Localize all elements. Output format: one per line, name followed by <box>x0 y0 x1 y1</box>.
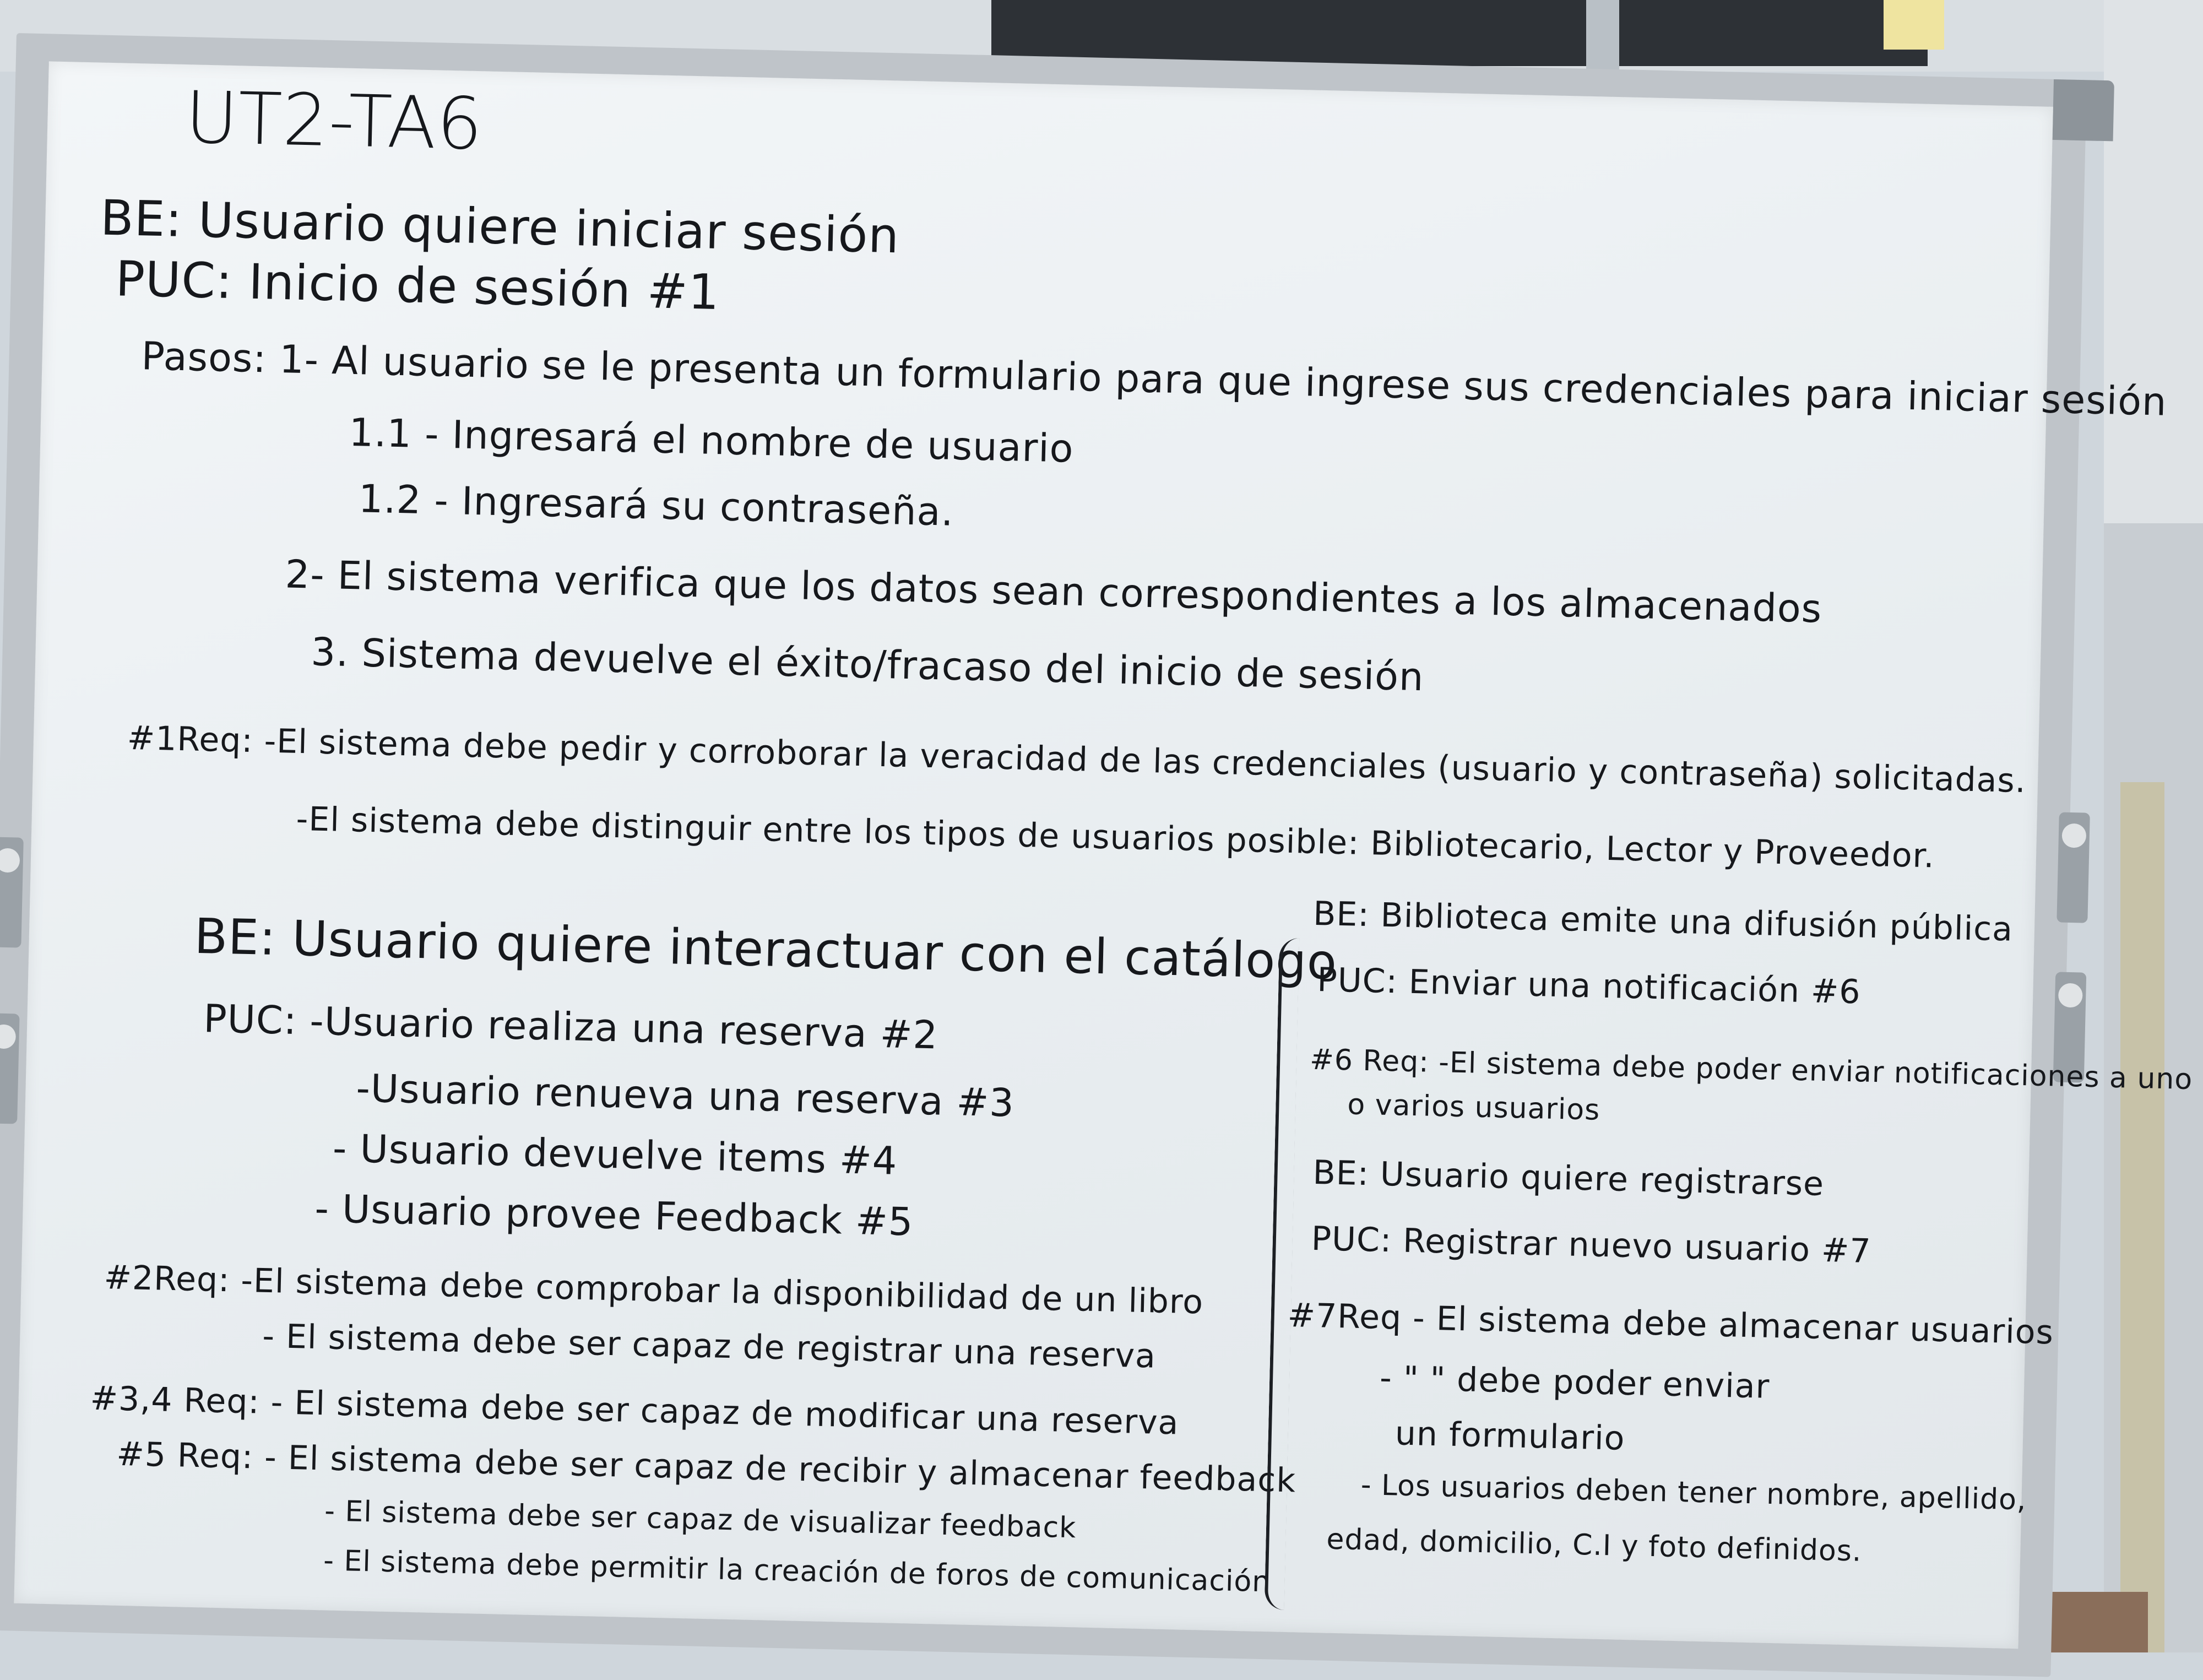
handwritten-line: BE: Usuario quiere registrarse <box>1312 1153 1825 1204</box>
handwritten-line: - Los usuarios deben tener nombre, apellido, <box>1360 1468 2027 1517</box>
board-stand-pole <box>2120 782 2164 1652</box>
handwritten-line: BE: Biblioteca emite una difusión pública <box>1312 894 2014 949</box>
window-frame <box>1586 0 1619 72</box>
handwritten-line: #7Req - El sistema debe almacenar usuarios <box>1287 1296 2054 1352</box>
board-clip <box>2057 812 2090 923</box>
handwritten-line: BE: Usuario quiere iniciar sesión <box>100 189 900 264</box>
handwritten-line: 2- El sistema verifica que los datos sean correspondientes a los almacenados <box>284 551 1823 632</box>
board-title: UT2-TA6 <box>184 75 484 166</box>
handwritten-line: 1.2 - Ingresará su contraseña. <box>358 476 954 535</box>
handwritten-line: #3,4 Req: - El sistema debe ser capaz de modificar una reserva <box>90 1379 1180 1443</box>
handwritten-line: - " " debe poder enviar <box>1379 1358 1771 1406</box>
handwritten-line: edad, domicilio, C.I y foto definidos. <box>1326 1522 1863 1568</box>
handwritten-line: - El sistema debe ser capaz de visualizar feedback <box>324 1494 1077 1545</box>
handwritten-line: o varios usuarios <box>1347 1088 1600 1127</box>
board-clip <box>0 1013 20 1124</box>
board-surface <box>14 61 2193 1649</box>
handwritten-line: - El sistema debe permitir la creación de foros de comunicación <box>323 1544 1271 1599</box>
handwritten-line: - Usuario devuelve items #4 <box>332 1125 898 1184</box>
bracket-divider <box>1265 937 1300 1610</box>
sticky-note <box>1884 0 1944 50</box>
whiteboard <box>0 33 2193 1677</box>
board-clip <box>0 837 24 947</box>
handwritten-line: 1.1 - Ingresará el nombre de usuario <box>348 409 1075 472</box>
handwritten-line: PUC: Enviar una notificación #6 <box>1316 961 1862 1012</box>
handwritten-line: un formulario <box>1394 1414 1626 1458</box>
handwritten-line: - El sistema debe ser capaz de registrar una reserva <box>262 1316 1157 1376</box>
window <box>991 0 1928 66</box>
handwritten-line: #2Req: -El sistema debe comprobar la disponibilidad de un libro <box>103 1258 1204 1322</box>
handwritten-line: -Usuario renueva una reserva #3 <box>355 1065 1015 1126</box>
handwritten-line: PUC: Registrar nuevo usuario #7 <box>1311 1219 1872 1271</box>
handwritten-line: BE: Usuario quiere interactuar con el catálogo <box>193 907 1338 990</box>
handwritten-line: #5 Req: - El sistema debe ser capaz de recibir y almacenar feedback <box>116 1434 1296 1500</box>
handwritten-line: - Usuario provee Feedback #5 <box>314 1185 914 1245</box>
handwritten-line: #1Req: -El sistema debe pedir y corroborar la veracidad de las credenciales (usuario y contraseña) solicitadas. <box>127 718 2027 801</box>
handwritten-line: Pasos: 1- Al usuario se le presenta un formulario para que ingrese sus credenciales para iniciar sesión <box>140 333 2168 425</box>
handwritten-line: -El sistema debe distinguir entre los tipos de usuarios posible: Bibliotecario, Lector y Proveedor. <box>295 799 1935 876</box>
handwritten-line: 3. Sistema devuelve el éxito/fracaso del inicio de sesión <box>310 629 1425 700</box>
handwritten-line: PUC: Inicio de sesión #1 <box>115 250 720 321</box>
handwritten-line: PUC: -Usuario realiza una reserva #2 <box>203 996 939 1058</box>
board-corner <box>2053 79 2114 141</box>
handwritten-line: #6 Req: -El sistema debe poder enviar notificaciones a uno <box>1309 1043 2193 1097</box>
